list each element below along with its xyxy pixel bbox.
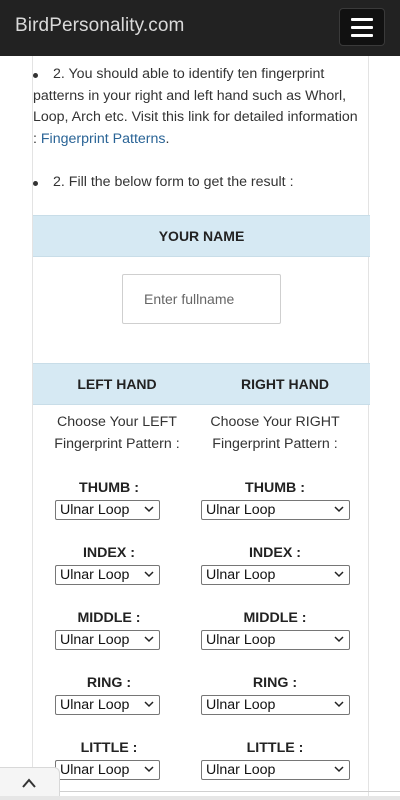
left-choose-line-1: Choose Your LEFT bbox=[57, 414, 177, 430]
chevron-down-icon bbox=[334, 699, 344, 709]
right-thumb-select[interactable] bbox=[201, 500, 350, 520]
chevron-down-icon bbox=[144, 504, 154, 514]
right-middle-value: Ulnar Loop bbox=[206, 632, 276, 648]
left-ring-label: RING : bbox=[86, 675, 132, 691]
left-little-select[interactable] bbox=[55, 760, 160, 780]
left-index-select[interactable] bbox=[55, 565, 160, 585]
left-thumb-select[interactable] bbox=[55, 500, 160, 520]
right-ring-label: RING : bbox=[252, 675, 298, 691]
chevron-down-icon bbox=[334, 569, 344, 579]
chevron-down-icon bbox=[144, 699, 154, 709]
left-middle-label: MIDDLE : bbox=[77, 610, 141, 626]
left-little-label: LITTLE : bbox=[80, 740, 138, 756]
left-hand-heading: LEFT HAND bbox=[77, 376, 157, 392]
left-choose-line-2: Fingerprint Pattern : bbox=[54, 435, 180, 452]
chevron-down-icon bbox=[334, 764, 344, 774]
chevron-up-icon bbox=[21, 777, 37, 789]
chevron-down-icon bbox=[144, 634, 154, 644]
right-choose-line-1: Choose Your RIGHT bbox=[210, 414, 340, 430]
chevron-down-icon bbox=[334, 634, 344, 644]
left-thumb-value: Ulnar Loop bbox=[60, 502, 130, 518]
fingerprint-patterns-link[interactable]: Fingerprint Patterns bbox=[40, 131, 166, 148]
left-thumb-label: THUMB : bbox=[79, 480, 139, 496]
right-hand-heading: RIGHT HAND bbox=[241, 376, 329, 392]
left-ring-select[interactable] bbox=[55, 695, 160, 715]
left-little-value: Ulnar Loop bbox=[60, 762, 130, 778]
fullname-input[interactable] bbox=[122, 274, 281, 324]
hands-heading-row bbox=[33, 363, 370, 405]
right-ring-value: Ulnar Loop bbox=[206, 697, 276, 713]
main-content bbox=[32, 56, 369, 800]
site-brand[interactable]: BirdPersonality.com bbox=[15, 15, 185, 36]
left-middle-select[interactable] bbox=[55, 630, 160, 650]
right-index-value: Ulnar Loop bbox=[206, 567, 276, 583]
left-choose-text bbox=[33, 412, 201, 455]
instruction-item-1 bbox=[33, 64, 363, 151]
bottom-strip bbox=[0, 796, 400, 800]
chevron-down-icon bbox=[334, 504, 344, 514]
top-navbar bbox=[0, 0, 400, 56]
left-index-value: Ulnar Loop bbox=[60, 567, 130, 583]
right-little-label: LITTLE : bbox=[246, 740, 304, 756]
chevron-down-icon bbox=[144, 569, 154, 579]
instruction-text-1: 2. You should able to identify ten fingerprint patterns in your right and left hand such as Whorl, Loop, Arch etc. Visit this link for detailed information : bbox=[33, 66, 358, 148]
right-thumb-value: Ulnar Loop bbox=[206, 502, 276, 518]
hamburger-menu-icon bbox=[351, 18, 373, 21]
left-middle-value: Ulnar Loop bbox=[60, 632, 130, 648]
right-little-value: Ulnar Loop bbox=[206, 762, 276, 778]
left-ring-value: Ulnar Loop bbox=[60, 697, 130, 713]
hamburger-menu-icon-bar bbox=[351, 34, 373, 37]
instruction-text-2: 2. Fill the below form to get the result : bbox=[53, 174, 294, 190]
right-choose-line-2: Fingerprint Pattern : bbox=[212, 435, 338, 452]
bullet-dot bbox=[33, 181, 38, 186]
instruction-item-2 bbox=[33, 172, 363, 194]
hamburger-menu-button[interactable] bbox=[339, 8, 385, 46]
right-little-select[interactable] bbox=[201, 760, 350, 780]
right-middle-label: MIDDLE : bbox=[243, 610, 307, 626]
chevron-down-icon bbox=[144, 764, 154, 774]
bullet-dot bbox=[33, 73, 38, 78]
right-index-select[interactable] bbox=[201, 565, 350, 585]
bottom-divider bbox=[60, 791, 400, 792]
right-ring-select[interactable] bbox=[201, 695, 350, 715]
right-index-label: INDEX : bbox=[248, 545, 302, 561]
hamburger-menu-icon-bar bbox=[351, 26, 373, 29]
left-index-label: INDEX : bbox=[82, 545, 136, 561]
right-thumb-label: THUMB : bbox=[245, 480, 305, 496]
right-middle-select[interactable] bbox=[201, 630, 350, 650]
right-choose-text bbox=[191, 412, 359, 455]
instruction-text-1-end: . bbox=[165, 131, 170, 148]
your-name-heading: YOUR NAME bbox=[33, 215, 370, 257]
